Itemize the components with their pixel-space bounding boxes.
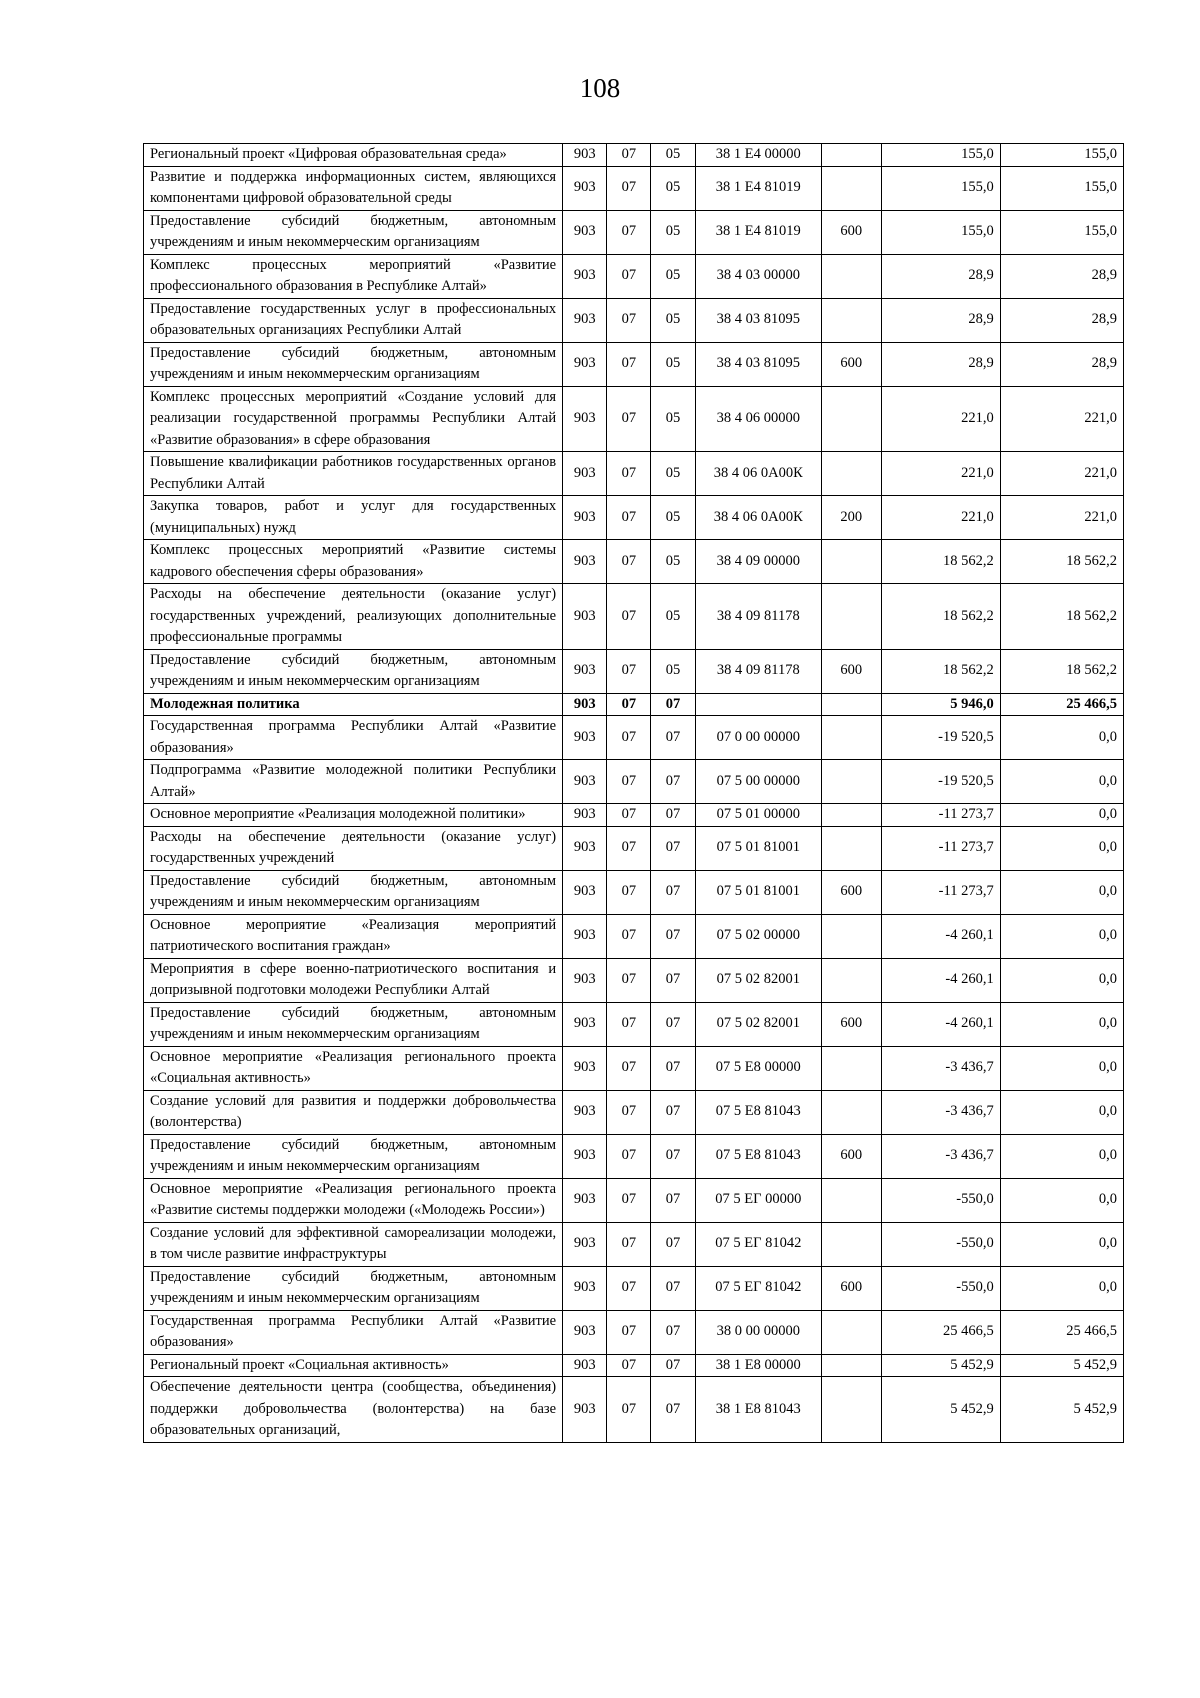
target-article-cell: 07 5 01 00000 bbox=[695, 804, 821, 827]
expense-type-cell bbox=[821, 716, 881, 760]
expense-type-cell: 600 bbox=[821, 210, 881, 254]
page-number: 108 bbox=[579, 73, 621, 103]
amount-cell-1: 155,0 bbox=[881, 210, 1000, 254]
row-name-cell: Закупка товаров, работ и услуг для государственных (муниципальных) нужд bbox=[144, 496, 563, 540]
section-code-cell: 07 bbox=[607, 693, 651, 716]
amount-cell-1: 221,0 bbox=[881, 386, 1000, 452]
amount-cell-2: 0,0 bbox=[1000, 760, 1123, 804]
row-name-cell: Региональный проект «Социальная активность» bbox=[144, 1354, 563, 1377]
table-row bbox=[144, 342, 1124, 386]
section-code-cell: 07 bbox=[607, 210, 651, 254]
ministry-code-cell: 903 bbox=[563, 210, 607, 254]
expense-type-cell bbox=[821, 760, 881, 804]
subsection-code-cell: 05 bbox=[651, 254, 695, 298]
row-name-cell: Комплекс процессных мероприятий «Развитие профессионального образования в Республике Алтай» bbox=[144, 254, 563, 298]
section-code-cell: 07 bbox=[607, 1178, 651, 1222]
amount-cell-2: 18 562,2 bbox=[1000, 649, 1123, 693]
ministry-code-cell: 903 bbox=[563, 144, 607, 167]
target-article-cell: 07 5 ЕГ 00000 bbox=[695, 1178, 821, 1222]
amount-cell-1: -4 260,1 bbox=[881, 958, 1000, 1002]
subsection-code-cell: 05 bbox=[651, 496, 695, 540]
table-row bbox=[144, 870, 1124, 914]
row-name-cell: Мероприятия в сфере военно-патриотического воспитания и допризывной подготовки молодежи Республики Алтай bbox=[144, 958, 563, 1002]
section-code-cell: 07 bbox=[607, 254, 651, 298]
subsection-code-cell: 07 bbox=[651, 826, 695, 870]
amount-cell-2: 0,0 bbox=[1000, 1090, 1123, 1134]
table-row bbox=[144, 958, 1124, 1002]
amount-cell-2: 0,0 bbox=[1000, 1222, 1123, 1266]
ministry-code-cell: 903 bbox=[563, 826, 607, 870]
section-code-cell: 07 bbox=[607, 870, 651, 914]
ministry-code-cell: 903 bbox=[563, 1046, 607, 1090]
table-row bbox=[144, 804, 1124, 827]
target-article-cell: 38 4 06 0А00К bbox=[695, 452, 821, 496]
table-row bbox=[144, 144, 1124, 167]
ministry-code-cell: 903 bbox=[563, 452, 607, 496]
expense-type-cell bbox=[821, 166, 881, 210]
expense-type-cell bbox=[821, 693, 881, 716]
subsection-code-cell: 05 bbox=[651, 452, 695, 496]
subsection-code-cell: 07 bbox=[651, 1310, 695, 1354]
amount-cell-1: 5 946,0 bbox=[881, 693, 1000, 716]
row-name-cell: Государственная программа Республики Алтай «Развитие образования» bbox=[144, 716, 563, 760]
expense-type-cell bbox=[821, 914, 881, 958]
amount-cell-2: 221,0 bbox=[1000, 386, 1123, 452]
table-row bbox=[144, 386, 1124, 452]
row-name-cell: Основное мероприятие «Реализация мероприятий патриотического воспитания граждан» bbox=[144, 914, 563, 958]
expense-type-cell bbox=[821, 1377, 881, 1443]
subsection-code-cell: 07 bbox=[651, 1222, 695, 1266]
table-row bbox=[144, 1310, 1124, 1354]
row-name-cell: Расходы на обеспечение деятельности (оказание услуг) государственных учреждений, реализующих дополнительные профессиональные программы bbox=[144, 584, 563, 650]
expense-type-cell: 600 bbox=[821, 870, 881, 914]
amount-cell-2: 18 562,2 bbox=[1000, 540, 1123, 584]
subsection-code-cell: 05 bbox=[651, 144, 695, 167]
amount-cell-2: 0,0 bbox=[1000, 804, 1123, 827]
expense-type-cell bbox=[821, 1178, 881, 1222]
target-article-cell: 38 4 03 81095 bbox=[695, 298, 821, 342]
subsection-code-cell: 07 bbox=[651, 1178, 695, 1222]
subsection-code-cell: 07 bbox=[651, 1377, 695, 1443]
amount-cell-1: -550,0 bbox=[881, 1178, 1000, 1222]
ministry-code-cell: 903 bbox=[563, 870, 607, 914]
target-article-cell: 38 4 09 00000 bbox=[695, 540, 821, 584]
target-article-cell: 38 4 03 81095 bbox=[695, 342, 821, 386]
section-code-cell: 07 bbox=[607, 342, 651, 386]
amount-cell-1: 18 562,2 bbox=[881, 584, 1000, 650]
amount-cell-2: 0,0 bbox=[1000, 1266, 1123, 1310]
ministry-code-cell: 903 bbox=[563, 254, 607, 298]
target-article-cell: 38 4 09 81178 bbox=[695, 649, 821, 693]
table-row bbox=[144, 1222, 1124, 1266]
amount-cell-1: -550,0 bbox=[881, 1266, 1000, 1310]
table-row bbox=[144, 760, 1124, 804]
ministry-code-cell: 903 bbox=[563, 342, 607, 386]
amount-cell-1: 221,0 bbox=[881, 496, 1000, 540]
amount-cell-1: 18 562,2 bbox=[881, 649, 1000, 693]
subsection-code-cell: 07 bbox=[651, 1266, 695, 1310]
amount-cell-1: 5 452,9 bbox=[881, 1377, 1000, 1443]
target-article-cell: 38 1 E8 00000 bbox=[695, 1354, 821, 1377]
amount-cell-1: 155,0 bbox=[881, 166, 1000, 210]
amount-cell-1: -3 436,7 bbox=[881, 1134, 1000, 1178]
section-code-cell: 07 bbox=[607, 1134, 651, 1178]
subsection-code-cell: 07 bbox=[651, 1134, 695, 1178]
amount-cell-1: -19 520,5 bbox=[881, 760, 1000, 804]
ministry-code-cell: 903 bbox=[563, 1090, 607, 1134]
ministry-code-cell: 903 bbox=[563, 649, 607, 693]
amount-cell-1: -4 260,1 bbox=[881, 1002, 1000, 1046]
table-row bbox=[144, 1046, 1124, 1090]
table-row bbox=[144, 210, 1124, 254]
row-name-cell: Предоставление субсидий бюджетным, автономным учреждениям и иным некоммерческим организациям bbox=[144, 1002, 563, 1046]
target-article-cell: 07 5 02 82001 bbox=[695, 958, 821, 1002]
ministry-code-cell: 903 bbox=[563, 584, 607, 650]
amount-cell-2: 221,0 bbox=[1000, 452, 1123, 496]
expense-type-cell bbox=[821, 1046, 881, 1090]
amount-cell-2: 5 452,9 bbox=[1000, 1354, 1123, 1377]
subsection-code-cell: 05 bbox=[651, 386, 695, 452]
amount-cell-2: 155,0 bbox=[1000, 144, 1123, 167]
target-article-cell: 07 5 ЕГ 81042 bbox=[695, 1222, 821, 1266]
table-row bbox=[144, 649, 1124, 693]
table-body bbox=[144, 144, 1124, 1443]
section-code-cell: 07 bbox=[607, 1090, 651, 1134]
row-name-cell: Создание условий для эффективной самореализации молодежи, в том числе развитие инфраструктуры bbox=[144, 1222, 563, 1266]
subsection-code-cell: 07 bbox=[651, 1354, 695, 1377]
table-row bbox=[144, 1178, 1124, 1222]
target-article-cell: 38 1 E4 81019 bbox=[695, 210, 821, 254]
expense-type-cell bbox=[821, 144, 881, 167]
subsection-code-cell: 05 bbox=[651, 649, 695, 693]
table-row bbox=[144, 693, 1124, 716]
row-name-cell: Молодежная политика bbox=[144, 693, 563, 716]
target-article-cell: 38 1 E4 81019 bbox=[695, 166, 821, 210]
subsection-code-cell: 07 bbox=[651, 958, 695, 1002]
target-article-cell: 07 5 00 00000 bbox=[695, 760, 821, 804]
amount-cell-1: 25 466,5 bbox=[881, 1310, 1000, 1354]
row-name-cell: Повышение квалификации работников государственных органов Республики Алтай bbox=[144, 452, 563, 496]
table-row bbox=[144, 826, 1124, 870]
amount-cell-2: 28,9 bbox=[1000, 298, 1123, 342]
amount-cell-2: 0,0 bbox=[1000, 958, 1123, 1002]
table-row bbox=[144, 1002, 1124, 1046]
section-code-cell: 07 bbox=[607, 1046, 651, 1090]
ministry-code-cell: 903 bbox=[563, 1354, 607, 1377]
target-article-cell bbox=[695, 693, 821, 716]
expense-type-cell bbox=[821, 958, 881, 1002]
expense-type-cell bbox=[821, 1354, 881, 1377]
expense-type-cell: 600 bbox=[821, 1266, 881, 1310]
subsection-code-cell: 05 bbox=[651, 166, 695, 210]
amount-cell-1: 5 452,9 bbox=[881, 1354, 1000, 1377]
amount-cell-2: 0,0 bbox=[1000, 870, 1123, 914]
target-article-cell: 07 5 01 81001 bbox=[695, 870, 821, 914]
ministry-code-cell: 903 bbox=[563, 716, 607, 760]
target-article-cell: 38 1 E8 81043 bbox=[695, 1377, 821, 1443]
ministry-code-cell: 903 bbox=[563, 1134, 607, 1178]
subsection-code-cell: 07 bbox=[651, 760, 695, 804]
expense-type-cell bbox=[821, 804, 881, 827]
target-article-cell: 38 0 00 00000 bbox=[695, 1310, 821, 1354]
amount-cell-1: -550,0 bbox=[881, 1222, 1000, 1266]
table-row bbox=[144, 1354, 1124, 1377]
ministry-code-cell: 903 bbox=[563, 1002, 607, 1046]
table-row bbox=[144, 166, 1124, 210]
section-code-cell: 07 bbox=[607, 760, 651, 804]
section-code-cell: 07 bbox=[607, 804, 651, 827]
table-row bbox=[144, 298, 1124, 342]
amount-cell-2: 28,9 bbox=[1000, 342, 1123, 386]
section-code-cell: 07 bbox=[607, 716, 651, 760]
section-code-cell: 07 bbox=[607, 1377, 651, 1443]
table-row bbox=[144, 584, 1124, 650]
table-row bbox=[144, 254, 1124, 298]
table-row bbox=[144, 716, 1124, 760]
expense-type-cell: 600 bbox=[821, 1134, 881, 1178]
table-row bbox=[144, 1134, 1124, 1178]
amount-cell-2: 0,0 bbox=[1000, 826, 1123, 870]
expense-type-cell: 600 bbox=[821, 1002, 881, 1046]
row-name-cell: Предоставление субсидий бюджетным, автономным учреждениям и иным некоммерческим организациям bbox=[144, 342, 563, 386]
row-name-cell: Создание условий для развития и поддержки добровольчества (волонтерства) bbox=[144, 1090, 563, 1134]
section-code-cell: 07 bbox=[607, 386, 651, 452]
expense-type-cell bbox=[821, 254, 881, 298]
ministry-code-cell: 903 bbox=[563, 1222, 607, 1266]
target-article-cell: 38 4 06 00000 bbox=[695, 386, 821, 452]
subsection-code-cell: 07 bbox=[651, 1002, 695, 1046]
row-name-cell: Предоставление субсидий бюджетным, автономным учреждениям и иным некоммерческим организациям bbox=[144, 210, 563, 254]
row-name-cell: Предоставление субсидий бюджетным, автономным учреждениям и иным некоммерческим организациям bbox=[144, 1266, 563, 1310]
budget-table bbox=[143, 143, 1124, 1443]
amount-cell-1: -3 436,7 bbox=[881, 1090, 1000, 1134]
expense-type-cell bbox=[821, 1222, 881, 1266]
subsection-code-cell: 05 bbox=[651, 210, 695, 254]
amount-cell-1: 28,9 bbox=[881, 342, 1000, 386]
row-name-cell: Основное мероприятие «Реализация регионального проекта «Развитие системы поддержки молодежи («Молодежь России») bbox=[144, 1178, 563, 1222]
row-name-cell: Основное мероприятие «Реализация молодежной политики» bbox=[144, 804, 563, 827]
section-code-cell: 07 bbox=[607, 166, 651, 210]
amount-cell-1: 28,9 bbox=[881, 254, 1000, 298]
amount-cell-2: 5 452,9 bbox=[1000, 1377, 1123, 1443]
section-code-cell: 07 bbox=[607, 958, 651, 1002]
table-row bbox=[144, 914, 1124, 958]
amount-cell-1: 18 562,2 bbox=[881, 540, 1000, 584]
table-row bbox=[144, 540, 1124, 584]
expense-type-cell bbox=[821, 826, 881, 870]
target-article-cell: 07 5 E8 00000 bbox=[695, 1046, 821, 1090]
amount-cell-1: 221,0 bbox=[881, 452, 1000, 496]
expense-type-cell bbox=[821, 452, 881, 496]
subsection-code-cell: 07 bbox=[651, 693, 695, 716]
amount-cell-2: 0,0 bbox=[1000, 914, 1123, 958]
expense-type-cell bbox=[821, 1310, 881, 1354]
row-name-cell: Предоставление государственных услуг в профессиональных образовательных организациях Республики Алтай bbox=[144, 298, 563, 342]
row-name-cell: Предоставление субсидий бюджетным, автономным учреждениям и иным некоммерческим организациям bbox=[144, 1134, 563, 1178]
table-row bbox=[144, 496, 1124, 540]
target-article-cell: 38 4 06 0А00К bbox=[695, 496, 821, 540]
target-article-cell: 07 0 00 00000 bbox=[695, 716, 821, 760]
section-code-cell: 07 bbox=[607, 1266, 651, 1310]
row-name-cell: Основное мероприятие «Реализация регионального проекта «Социальная активность» bbox=[144, 1046, 563, 1090]
target-article-cell: 38 4 09 81178 bbox=[695, 584, 821, 650]
expense-type-cell bbox=[821, 1090, 881, 1134]
table-row bbox=[144, 1266, 1124, 1310]
section-code-cell: 07 bbox=[607, 496, 651, 540]
ministry-code-cell: 903 bbox=[563, 298, 607, 342]
amount-cell-2: 0,0 bbox=[1000, 1002, 1123, 1046]
subsection-code-cell: 05 bbox=[651, 584, 695, 650]
expense-type-cell: 600 bbox=[821, 342, 881, 386]
row-name-cell: Комплекс процессных мероприятий «Создание условий для реализации государственной программы Республики Алтай «Развитие образования» в сфере образования bbox=[144, 386, 563, 452]
ministry-code-cell: 903 bbox=[563, 1178, 607, 1222]
amount-cell-2: 25 466,5 bbox=[1000, 1310, 1123, 1354]
row-name-cell: Предоставление субсидий бюджетным, автономным учреждениям и иным некоммерческим организациям bbox=[144, 870, 563, 914]
target-article-cell: 07 5 E8 81043 bbox=[695, 1090, 821, 1134]
row-name-cell: Обеспечение деятельности центра (сообщества, объединения) поддержки добровольчества (волонтерства) на базе образовательных организаций, bbox=[144, 1377, 563, 1443]
row-name-cell: Расходы на обеспечение деятельности (оказание услуг) государственных учреждений bbox=[144, 826, 563, 870]
ministry-code-cell: 903 bbox=[563, 166, 607, 210]
target-article-cell: 07 5 E8 81043 bbox=[695, 1134, 821, 1178]
row-name-cell: Государственная программа Республики Алтай «Развитие образования» bbox=[144, 1310, 563, 1354]
target-article-cell: 07 5 ЕГ 81042 bbox=[695, 1266, 821, 1310]
ministry-code-cell: 903 bbox=[563, 540, 607, 584]
ministry-code-cell: 903 bbox=[563, 760, 607, 804]
subsection-code-cell: 07 bbox=[651, 804, 695, 827]
ministry-code-cell: 903 bbox=[563, 1310, 607, 1354]
section-code-cell: 07 bbox=[607, 298, 651, 342]
ministry-code-cell: 903 bbox=[563, 693, 607, 716]
section-code-cell: 07 bbox=[607, 452, 651, 496]
target-article-cell: 07 5 02 00000 bbox=[695, 914, 821, 958]
amount-cell-1: 155,0 bbox=[881, 144, 1000, 167]
target-article-cell: 07 5 01 81001 bbox=[695, 826, 821, 870]
amount-cell-1: -4 260,1 bbox=[881, 914, 1000, 958]
expense-type-cell bbox=[821, 584, 881, 650]
subsection-code-cell: 05 bbox=[651, 342, 695, 386]
amount-cell-2: 221,0 bbox=[1000, 496, 1123, 540]
section-code-cell: 07 bbox=[607, 649, 651, 693]
amount-cell-1: -11 273,7 bbox=[881, 870, 1000, 914]
amount-cell-2: 0,0 bbox=[1000, 1134, 1123, 1178]
section-code-cell: 07 bbox=[607, 1222, 651, 1266]
amount-cell-1: -3 436,7 bbox=[881, 1046, 1000, 1090]
row-name-cell: Предоставление субсидий бюджетным, автономным учреждениям и иным некоммерческим организациям bbox=[144, 649, 563, 693]
section-code-cell: 07 bbox=[607, 144, 651, 167]
amount-cell-2: 18 562,2 bbox=[1000, 584, 1123, 650]
table-row bbox=[144, 1090, 1124, 1134]
section-code-cell: 07 bbox=[607, 584, 651, 650]
ministry-code-cell: 903 bbox=[563, 496, 607, 540]
amount-cell-2: 155,0 bbox=[1000, 210, 1123, 254]
amount-cell-1: -11 273,7 bbox=[881, 826, 1000, 870]
amount-cell-1: -11 273,7 bbox=[881, 804, 1000, 827]
amount-cell-2: 0,0 bbox=[1000, 1178, 1123, 1222]
row-name-cell: Региональный проект «Цифровая образовательная среда» bbox=[144, 144, 563, 167]
row-name-cell: Подпрограмма «Развитие молодежной политики Республики Алтай» bbox=[144, 760, 563, 804]
subsection-code-cell: 07 bbox=[651, 1090, 695, 1134]
amount-cell-1: -19 520,5 bbox=[881, 716, 1000, 760]
expense-type-cell bbox=[821, 386, 881, 452]
amount-cell-1: 28,9 bbox=[881, 298, 1000, 342]
ministry-code-cell: 903 bbox=[563, 958, 607, 1002]
expense-type-cell bbox=[821, 298, 881, 342]
ministry-code-cell: 903 bbox=[563, 1266, 607, 1310]
section-code-cell: 07 bbox=[607, 1002, 651, 1046]
table-row bbox=[144, 452, 1124, 496]
subsection-code-cell: 05 bbox=[651, 540, 695, 584]
amount-cell-2: 0,0 bbox=[1000, 1046, 1123, 1090]
expense-type-cell: 600 bbox=[821, 649, 881, 693]
subsection-code-cell: 07 bbox=[651, 1046, 695, 1090]
subsection-code-cell: 05 bbox=[651, 298, 695, 342]
subsection-code-cell: 07 bbox=[651, 870, 695, 914]
ministry-code-cell: 903 bbox=[563, 914, 607, 958]
subsection-code-cell: 07 bbox=[651, 716, 695, 760]
amount-cell-2: 28,9 bbox=[1000, 254, 1123, 298]
section-code-cell: 07 bbox=[607, 1310, 651, 1354]
target-article-cell: 38 4 03 00000 bbox=[695, 254, 821, 298]
amount-cell-2: 25 466,5 bbox=[1000, 693, 1123, 716]
expense-type-cell bbox=[821, 540, 881, 584]
section-code-cell: 07 bbox=[607, 1354, 651, 1377]
ministry-code-cell: 903 bbox=[563, 804, 607, 827]
ministry-code-cell: 903 bbox=[563, 386, 607, 452]
row-name-cell: Комплекс процессных мероприятий «Развитие системы кадрового обеспечения сферы образования» bbox=[144, 540, 563, 584]
expense-type-cell: 200 bbox=[821, 496, 881, 540]
target-article-cell: 07 5 02 82001 bbox=[695, 1002, 821, 1046]
table-row bbox=[144, 1377, 1124, 1443]
subsection-code-cell: 07 bbox=[651, 914, 695, 958]
section-code-cell: 07 bbox=[607, 540, 651, 584]
amount-cell-2: 155,0 bbox=[1000, 166, 1123, 210]
amount-cell-2: 0,0 bbox=[1000, 716, 1123, 760]
section-code-cell: 07 bbox=[607, 826, 651, 870]
row-name-cell: Развитие и поддержка информационных систем, являющихся компонентами цифровой образовательной среды bbox=[144, 166, 563, 210]
ministry-code-cell: 903 bbox=[563, 1377, 607, 1443]
section-code-cell: 07 bbox=[607, 914, 651, 958]
target-article-cell: 38 1 E4 00000 bbox=[695, 144, 821, 167]
